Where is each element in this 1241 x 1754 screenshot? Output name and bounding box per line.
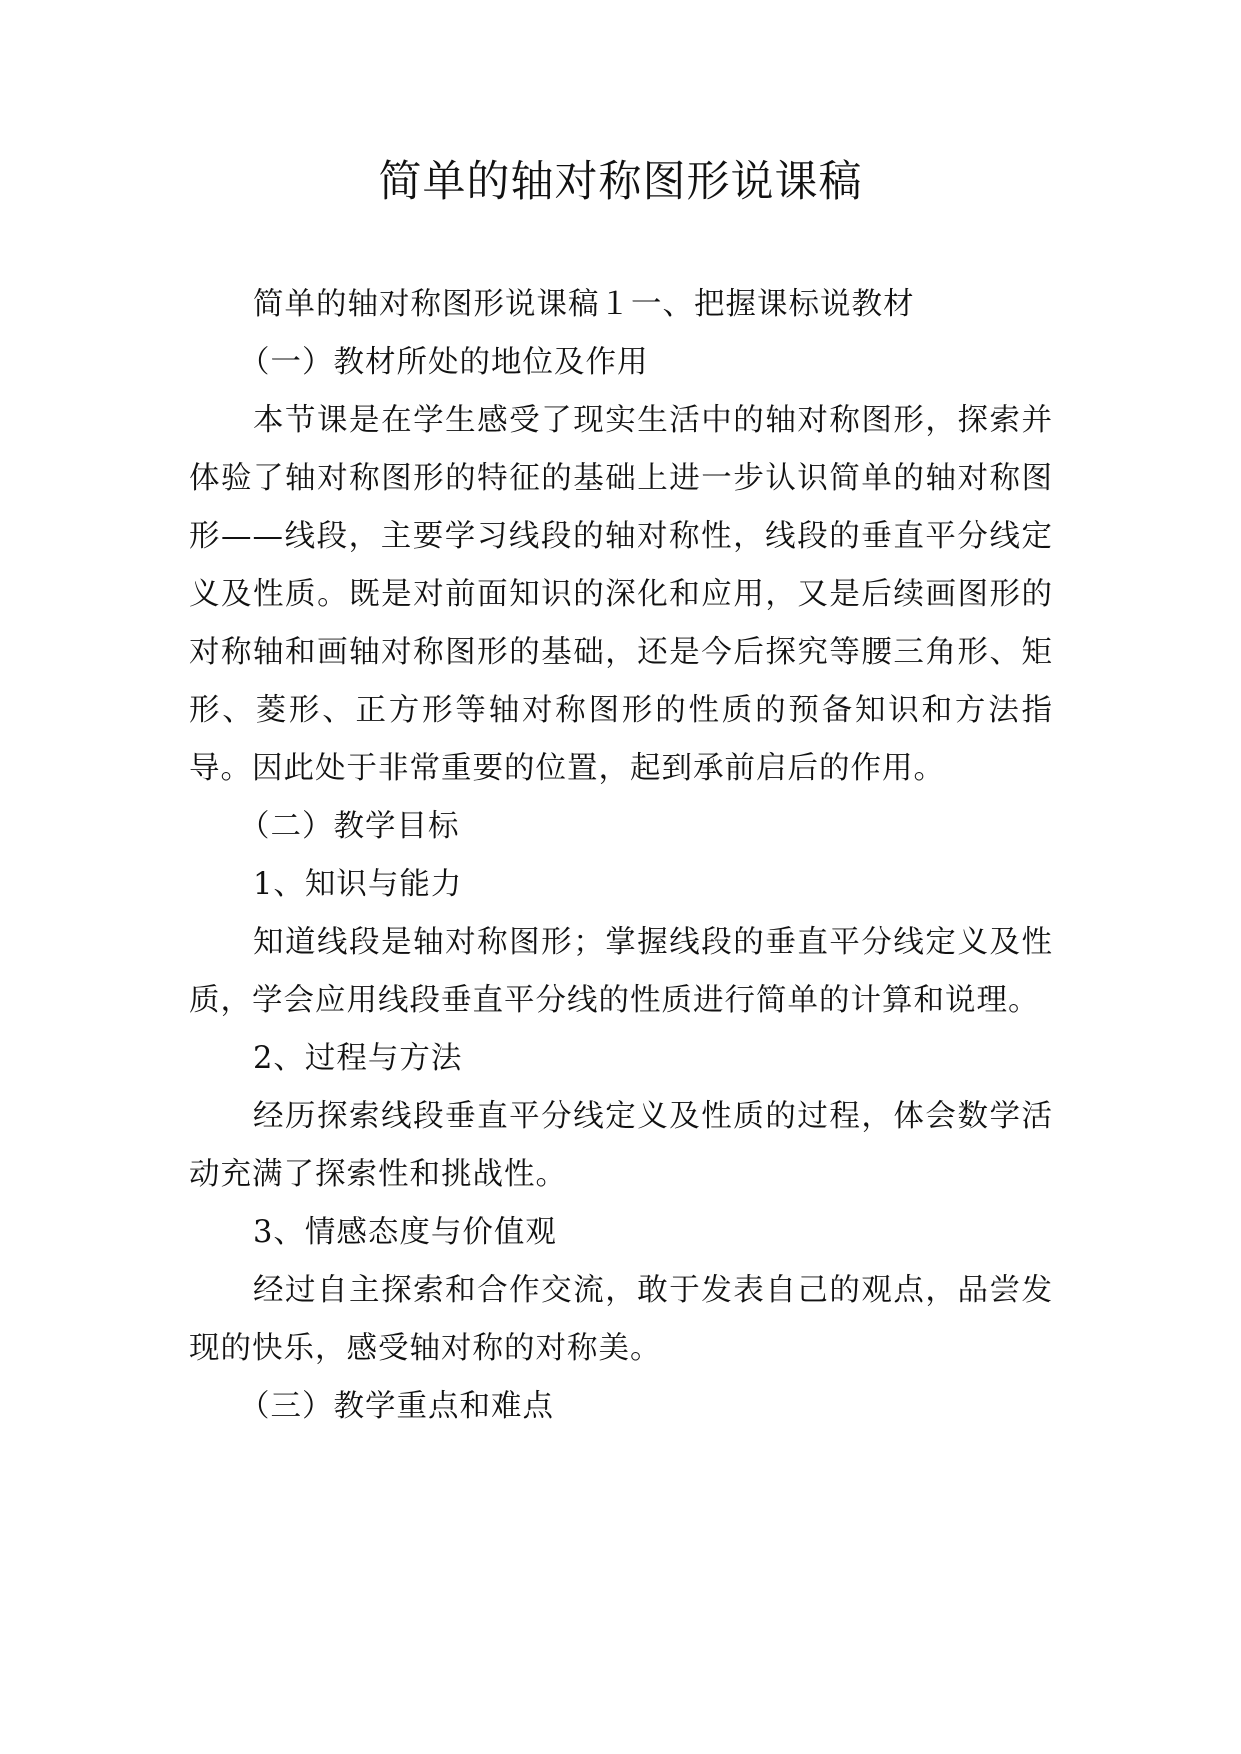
knowledge-paragraph: 知道线段是轴对称图形；掌握线段的垂直平分线定义及性质，学会应用线段垂直平分线的性质进行简单的计算和说理。 <box>189 925 1053 1018</box>
document-title: 简单的轴对称图形说课稿 <box>378 157 863 207</box>
subheading-knowledge: 1、知识与能力 <box>253 867 463 902</box>
section-heading-position: （一）教材所处的地位及作用 <box>239 345 649 380</box>
position-paragraph: 本节课是在学生感受了现实生活中的轴对称图形，探索并体验了轴对称图形的特征的基础上进一步认识简单的轴对称图形——线段，主要学习线段的轴对称性，线段的垂直平分线定义及性质。既是对前面知识的深化和应用，又是后续画图形的对称轴和画轴对称图形的基础，还是今后探究等腰三角形、矩形、菱形、正方形等轴对称图形的性质的预备知识和方法指导。因此处于非常重要的位置，起到承前启后的作用。 <box>189 403 1053 786</box>
intro-paragraph: 简单的轴对称图形说课稿１一、把握课标说教材 <box>253 287 915 322</box>
document-body <box>189 276 1053 1436</box>
process-paragraph: 经历探索线段垂直平分线定义及性质的过程，体会数学活动充满了探索性和挑战性。 <box>189 1099 1053 1192</box>
section-heading-objectives: （二）教学目标 <box>239 809 460 844</box>
subheading-values: 3、情感态度与价值观 <box>253 1215 557 1250</box>
section-heading-keypoints: （三）教学重点和难点 <box>239 1389 554 1424</box>
subheading-process: 2、过程与方法 <box>253 1041 463 1076</box>
values-paragraph: 经过自主探索和合作交流，敢于发表自己的观点，品尝发现的快乐，感受轴对称的对称美。 <box>189 1273 1053 1366</box>
